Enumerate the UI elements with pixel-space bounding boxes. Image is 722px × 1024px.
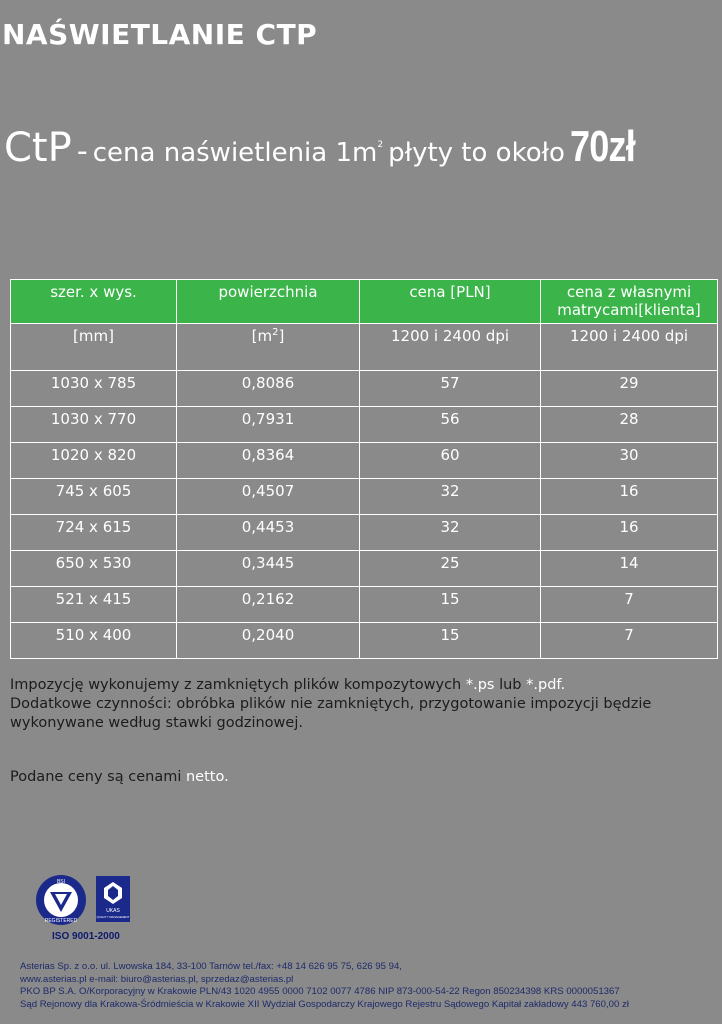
unit-area: $[m^2]$ xyxy=(177,324,360,371)
footer-line: PKO BP S.A. O/Korporacyjny w Krakowie PLN/43 1020 4955 0000 7102 0077 4786 NIP 873-000-54-22 Regon 850234398 KRS 0000051367 xyxy=(20,986,620,998)
cell-price-own: 16 xyxy=(541,515,718,551)
table-row xyxy=(11,407,718,443)
cell-price-own: 29 xyxy=(541,371,718,407)
ukas-logo-icon xyxy=(96,876,130,922)
cell-size: 1020 x 820 xyxy=(11,443,177,479)
cell-size: 650 x 530 xyxy=(11,551,177,587)
table-row xyxy=(11,551,718,587)
unit-price-own: 1200 i 2400 dpi xyxy=(541,324,718,371)
headline-superscript: 2 xyxy=(377,140,384,150)
cell-size: 1030 x 770 xyxy=(11,407,177,443)
ukas-text: UKAS xyxy=(106,908,120,914)
cell-area: 0,7931 xyxy=(177,407,360,443)
note-line-2: Dodatkowe czynności: obróbka plików nie zamkniętych, przygotowanie impozycji będzie wykonywane według stawki godzinowej. xyxy=(10,696,652,731)
cell-size: 745 x 605 xyxy=(11,479,177,515)
cell-price-own: 28 xyxy=(541,407,718,443)
header-size: szer. x wys. xyxy=(11,280,177,324)
note-line-1: Impozycję wykonujemy z zamkniętych plików kompozytowych *.ps lub *.pdf. xyxy=(10,677,566,693)
cell-size: 1030 x 785 xyxy=(11,371,177,407)
bsi-registered-logo-icon xyxy=(36,875,86,925)
headline-text-after: płyty to około xyxy=(388,138,565,168)
cell-price-own: 14 xyxy=(541,551,718,587)
cell-size: 724 x 615 xyxy=(11,515,177,551)
headline-brand: CtP xyxy=(4,125,72,171)
cell-price: 32 xyxy=(360,479,541,515)
cell-area: 0,8364 xyxy=(177,443,360,479)
headline-dash: - xyxy=(76,134,88,169)
netto-word: netto. xyxy=(185,769,229,785)
table-units-row xyxy=(11,324,718,371)
cell-area: 0,2162 xyxy=(177,587,360,623)
pdf-format: *.pdf. xyxy=(526,677,566,693)
cell-area: 0,4453 xyxy=(177,515,360,551)
footer-line: Asterias Sp. z o.o. ul. Lwowska 184, 33-100 Tarnów tel./fax: +48 14 626 95 75, 626 95 94, xyxy=(20,961,402,972)
notes-block xyxy=(10,676,716,733)
table-row xyxy=(11,587,718,623)
table-row xyxy=(11,479,718,515)
page-title: NAŚWIETLANIE CTP xyxy=(2,18,318,51)
unit-price: 1200 i 2400 dpi xyxy=(360,324,541,371)
price-headline xyxy=(4,122,649,172)
ukas-sub-text: QUALITY MANAGEMENT xyxy=(96,915,130,919)
header-area: powierzchnia xyxy=(177,280,360,324)
cell-price: 32 xyxy=(360,515,541,551)
ps-format: *.ps xyxy=(465,677,495,693)
cell-price: 15 xyxy=(360,587,541,623)
cell-price: 56 xyxy=(360,407,541,443)
footer-line: Sąd Rejonowy dla Krakowa-Śródmieścia w Krakowie XII Wydział Gospodarczy Krajowego Rejestru Sądowego Kapitał zakładowy 443 760,00 zł xyxy=(20,998,629,1010)
cell-size: 510 x 400 xyxy=(11,623,177,659)
cell-area: 0,8086 xyxy=(177,371,360,407)
cell-area: 0,4507 xyxy=(177,479,360,515)
cell-price: 25 xyxy=(360,551,541,587)
table-header-row xyxy=(11,280,718,324)
headline-text: cena naświetlenia 1m xyxy=(92,138,378,168)
cell-price-own: 16 xyxy=(541,479,718,515)
cell-price-own: 30 xyxy=(541,443,718,479)
table-row xyxy=(11,515,718,551)
netto-note: Podane ceny są cenami netto. xyxy=(10,769,229,785)
iso-label: ISO 9001-2000 xyxy=(52,931,120,942)
unit-size: [mm] xyxy=(11,324,177,371)
cell-area: 0,2040 xyxy=(177,623,360,659)
cell-price: 57 xyxy=(360,371,541,407)
registered-text: REGISTERED xyxy=(44,918,78,924)
cell-price: 15 xyxy=(360,623,541,659)
headline-price: 70zł xyxy=(570,122,635,171)
header-price: cena [PLN] xyxy=(360,280,541,324)
header-price-own: cena z własnymi matrycami[klienta] xyxy=(541,280,718,324)
cell-price: 60 xyxy=(360,443,541,479)
bsi-text: BSI xyxy=(56,879,66,885)
table-row xyxy=(11,623,718,659)
cell-area: 0,3445 xyxy=(177,551,360,587)
footer-line: www.asterias.pl e-mail: biuro@asterias.pl, sprzedaz@asterias.pl xyxy=(20,973,294,985)
table-row xyxy=(11,371,718,407)
cell-price-own: 7 xyxy=(541,623,718,659)
company-footer xyxy=(20,961,720,1011)
table-row xyxy=(11,443,718,479)
cell-price-own: 7 xyxy=(541,587,718,623)
cell-size: 521 x 415 xyxy=(11,587,177,623)
price-table xyxy=(10,279,718,659)
